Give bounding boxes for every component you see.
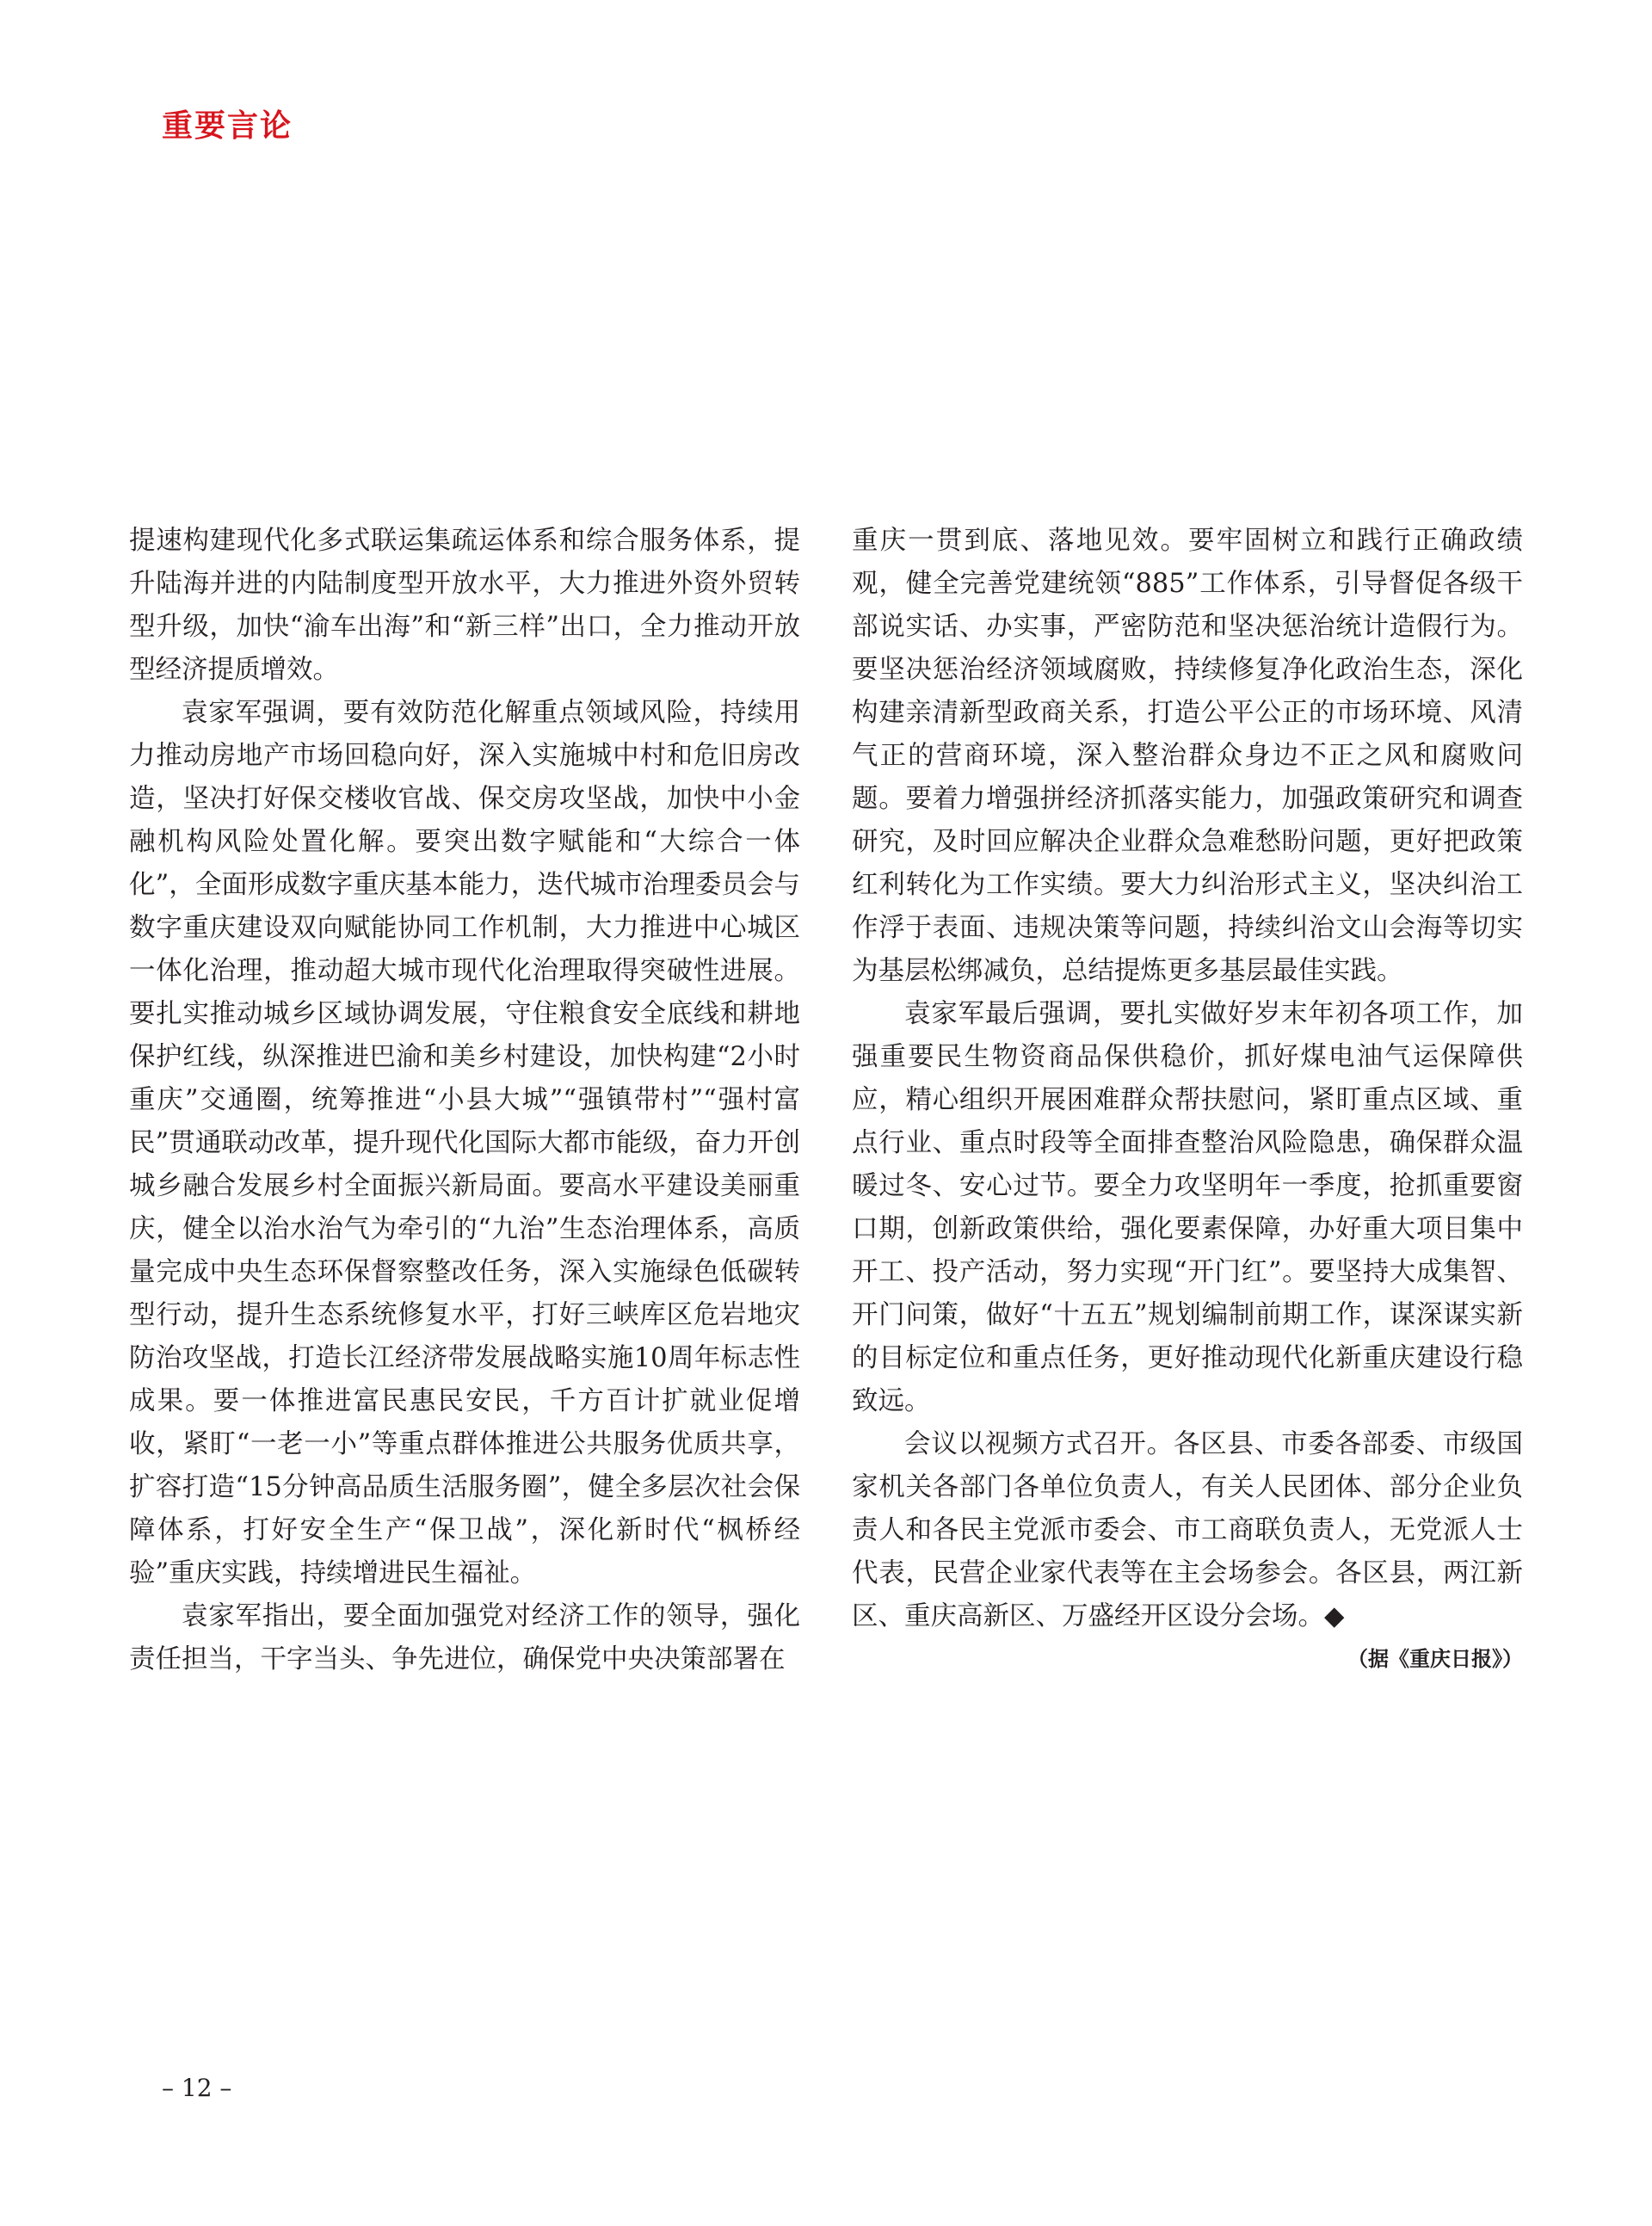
left-column	[129, 520, 800, 1681]
paragraph: 提速构建现代化多式联运集疏运体系和综合服务体系，提升陆海并进的内陆制度型开放水平，大力推进外资外贸转型升级，加快“渝车出海”和“新三样”出口，全力推动开放型经济提质增效。	[129, 526, 800, 685]
section-title: 重要言论	[162, 108, 293, 144]
paragraph: 袁家军最后强调，要扎实做好岁末年初各项工作，加强重要民生物资商品保供稳价，抓好煤电油气运保障供应，精心组织开展困难群众帮扶慰问，紧盯重点区域、重点行业、重点时段等全面排查整治风险隐患，确保群众温暖过冬、安心过节。要全力攻坚明年一季度，抢抓重要窗口期，创新政策供给，强化要素保障，办好重大项目集中开工、投产活动，努力实现“开门红”。要坚持大成集智、开门问策，做好“十五五”规划编制前期工作，谋深谋实新的目标定位和重点任务，更好推动现代化新重庆建设行稳致远。	[852, 999, 1523, 1416]
paragraph: 会议以视频方式召开。各区县、市委各部委、市级国家机关各部门各单位负责人，有关人民团体、部分企业负责人和各民主党派市委会、市工商联负责人，无党派人士代表，民营企业家代表等在主会场参会。各区县，两江新区、重庆高新区、万盛经开区设分会场。◆	[852, 1429, 1523, 1631]
paragraph: 袁家军强调，要有效防范化解重点领域风险，持续用力推动房地产市场回稳向好，深入实施城中村和危旧房改造，坚决打好保交楼收官战、保交房攻坚战，加快中小金融机构风险处置化解。要突出数字赋能和“大综合一体化”，全面形成数字重庆基本能力，迭代城市治理委员会与数字重庆建设双向赋能协同工作机制，大力推进中心城区一体化治理，推动超大城市现代化治理取得突破性进展。要扎实推动城乡区域协调发展，守住粮食安全底线和耕地保护红线，纵深推进巴渝和美乡村建设，加快构建“2小时重庆”交通圈，统筹推进“小县大城”“强镇带村”“强村富民”贯通联动改革，提升现代化国际大都市能级，奋力开创城乡融合发展乡村全面振兴新局面。要高水平建设美丽重庆，健全以治水治气为牵引的“九治”生态治理体系，高质量完成中央生态环保督察整改任务，深入实施绿色低碳转型行动，提升生态系统修复水平，打好三峡库区危岩地灾防治攻坚战，打造长江经济带发展战略实施10周年标志性成果。要一体推进富民惠民安民，千方百计扩就业促增收，紧盯“一老一小”等重点群体推进公共服务优质共享，扩容打造“15分钟高品质生活服务圈”，健全多层次社会保障体系，打好安全生产“保卫战”，深化新时代“枫桥经验”重庆实践，持续增进民生福祉。	[129, 698, 800, 1588]
right-column	[852, 520, 1523, 1680]
source-attribution: （据《重庆日报》）	[1347, 1647, 1523, 1671]
paragraph: 重庆一贯到底、落地见效。要牢固树立和践行正确政绩观，健全完善党建统领“885”工作体系，引导督促各级干部说实话、办实事，严密防范和坚决惩治统计造假行为。要坚决惩治经济领域腐败，持续修复净化政治生态，深化构建亲清新型政商关系，打造公平公正的市场环境、风清气正的营商环境，深入整治群众身边不正之风和腐败问题。要着力增强拼经济抓落实能力，加强政策研究和调查研究，及时回应解决企业群众急难愁盼问题，更好把政策红利转化为工作实绩。要大力纠治形式主义，坚决纠治工作浮于表面、违规决策等问题，持续纠治文山会海等切实为基层松绑减负，总结提炼更多基层最佳实践。	[852, 526, 1523, 986]
page-number: – 12 –	[162, 2074, 232, 2102]
paragraph: 袁家军指出，要全面加强党对经济工作的领导，强化责任担当，干字当头、争先进位，确保党中央决策部署在	[129, 1601, 800, 1674]
